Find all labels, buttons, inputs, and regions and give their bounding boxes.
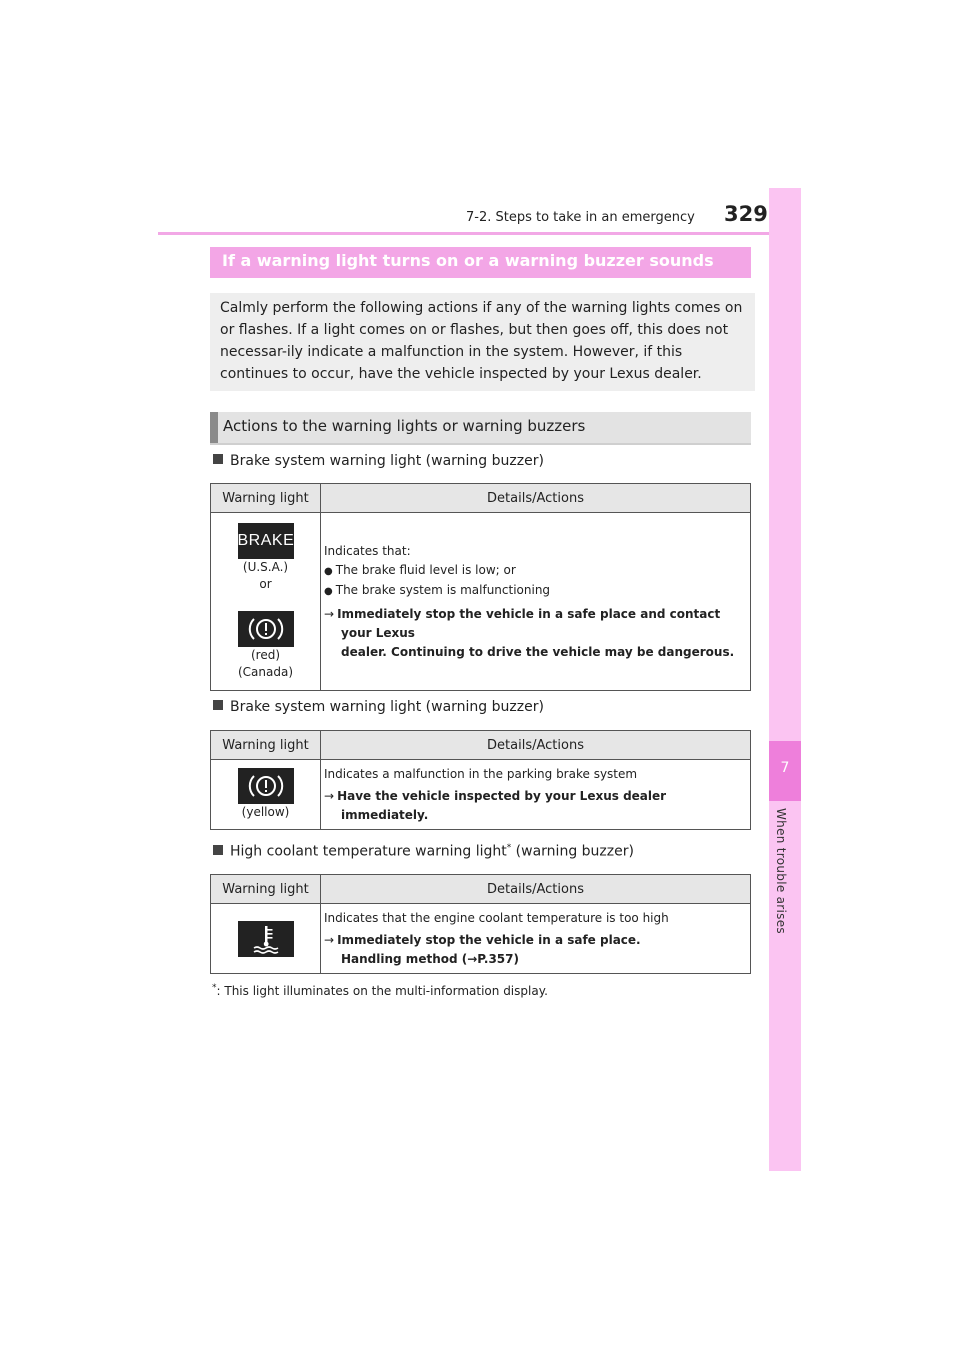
subheading (210, 412, 751, 445)
detail-bullet: ● The brake system is malfunctioning (324, 581, 750, 601)
warning-light-cell (211, 513, 321, 691)
details-cell (321, 513, 751, 691)
intro-text: Calmly perform the following actions if any of the warning lights comes on or flashes. If a light comes on or flashes, but then goes off, this does not necessar-ily indicate a malfunction in the system. However, if this continues to occur, have the vehicle inspected by your Lexus dealer. (220, 300, 743, 382)
table-parking-brake-warning (210, 730, 751, 830)
banner-title: If a warning light turns on or a warning buzzer sounds (222, 251, 714, 270)
label-canada: (Canada) (237, 664, 294, 679)
footnote-text: : This light illuminates on the multi-information display. (216, 984, 548, 998)
detail-action: → Immediately stop the vehicle in a safe place. (324, 932, 641, 947)
arrow-right-icon: → (324, 788, 335, 803)
table-row (211, 760, 751, 830)
label-yellow: (yellow) (241, 805, 290, 819)
section-title-parking-brake: Brake system warning light (warning buzzer) (213, 699, 544, 715)
table-row (211, 904, 751, 974)
detail-action-continued: dealer. Continuing to drive the vehicle may be dangerous. (341, 644, 735, 659)
page-reference-link[interactable]: →P.357 (467, 951, 514, 966)
col-header-details: Details/Actions (321, 731, 751, 760)
brake-text-icon: BRAKE (238, 523, 294, 559)
table-row (211, 513, 751, 691)
warning-light-cell (211, 904, 321, 974)
col-header-warning-light: Warning light (211, 484, 321, 513)
details-cell (321, 760, 751, 830)
page-number: 329 (724, 202, 768, 226)
footnote-mark: * (212, 983, 217, 993)
square-bullet-icon (213, 845, 223, 855)
intro-box (210, 293, 755, 391)
square-bullet-icon (213, 454, 223, 464)
detail-text: Indicates that the engine coolant temperature is too high (324, 910, 669, 925)
label-usa: (U.S.A.) (242, 559, 289, 574)
chapter-number: 7 (780, 760, 790, 776)
col-header-details: Details/Actions (321, 875, 751, 904)
label-red: (red) (250, 647, 281, 662)
detail-action-continued: Handling method (→P.357) (341, 951, 519, 966)
brake-exclamation-icon (238, 768, 294, 804)
subheading-title: Actions to the warning lights or warning buzzers (223, 417, 586, 435)
section-breadcrumb: 7-2. Steps to take in an emergency (466, 210, 695, 225)
detail-intro: Indicates that: (324, 543, 411, 558)
table-header-row (211, 875, 751, 904)
table-coolant-warning (210, 874, 751, 974)
col-header-warning-light: Warning light (211, 731, 321, 760)
col-header-warning-light: Warning light (211, 875, 321, 904)
col-header-details: Details/Actions (321, 484, 751, 513)
detail-action: → Have the vehicle inspected by your Lexus dealer immediately. (324, 788, 667, 822)
coolant-temperature-icon (238, 921, 294, 957)
chapter-title: When trouble arises (774, 808, 788, 934)
chapter-side-tab (769, 188, 801, 1171)
table-header-row (211, 484, 751, 513)
brake-exclamation-icon (238, 611, 294, 647)
table-brake-warning (210, 483, 751, 691)
section-title-coolant: High coolant temperature warning light* (warning buzzer) (213, 843, 634, 860)
section-title-brake: Brake system warning light (warning buzzer) (213, 453, 544, 469)
detail-bullet: ● The brake fluid level is low; or (324, 561, 750, 581)
arrow-right-icon: → (324, 606, 335, 621)
header-rule (158, 232, 770, 235)
section-banner (210, 247, 751, 278)
warning-light-cell (211, 760, 321, 830)
label-or: or (259, 576, 272, 591)
square-bullet-icon (213, 700, 223, 710)
table-header-row (211, 731, 751, 760)
details-cell (321, 904, 751, 974)
detail-text: Indicates a malfunction in the parking brake system (324, 766, 638, 781)
arrow-right-icon: → (324, 932, 335, 947)
detail-action: → Immediately stop the vehicle in a safe place and contact your Lexus (324, 606, 721, 640)
footnote (212, 983, 548, 998)
